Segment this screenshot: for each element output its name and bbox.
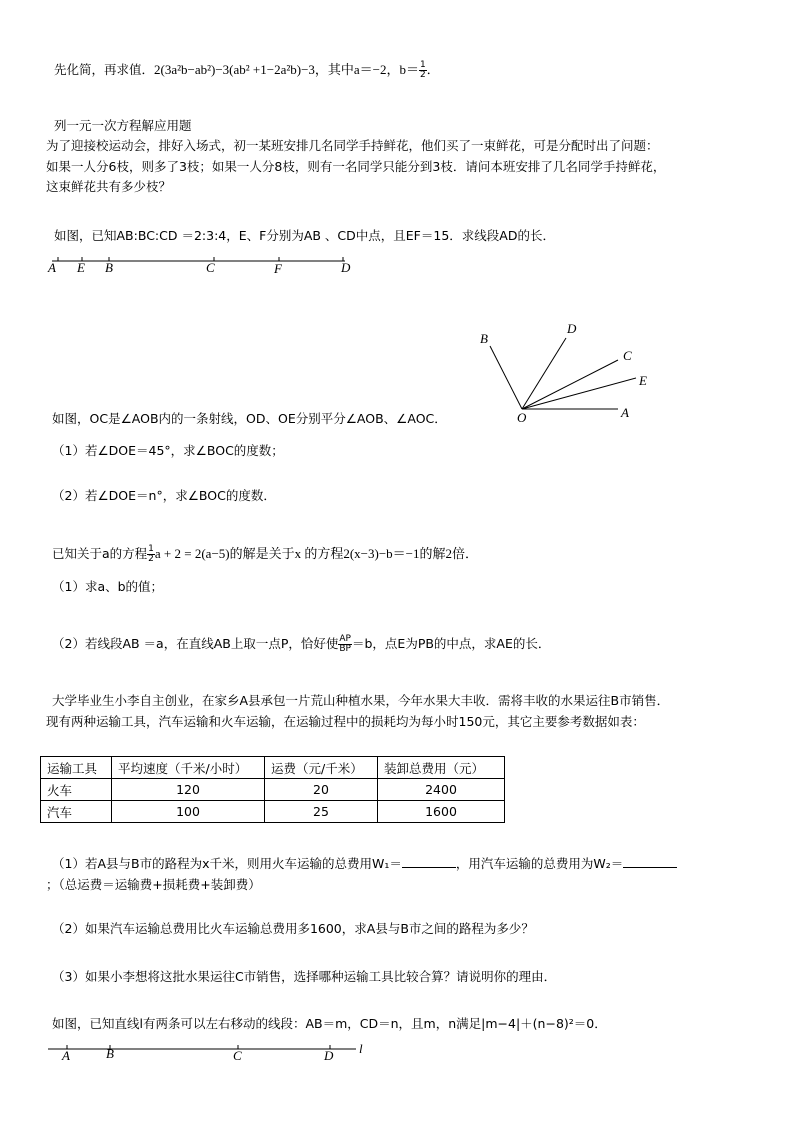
table-cell: 火车 xyxy=(41,779,112,801)
q1-expression: 2(3a²b−ab²)−3(ab² +1−2a²b)−3，其中a＝−2，b＝ xyxy=(154,62,420,77)
table-row xyxy=(41,779,505,801)
q4-label-e: E xyxy=(639,373,647,388)
table-cell: 25 xyxy=(265,801,378,823)
q4-label-a: A xyxy=(621,405,629,420)
q5-part1: （1）求a、b的值； xyxy=(52,579,164,594)
q4-ray-ob xyxy=(490,346,522,409)
q5-ratio: $\frac{AP}{BP}$ xyxy=(339,634,351,654)
header-cell: 装卸总费用（元） xyxy=(378,757,505,779)
q7-label-b: B xyxy=(106,1046,114,1061)
table-cell: 2400 xyxy=(378,779,505,801)
q6-part3: （3）如果小李想将这批水果运往C市销售，选择哪种运输工具比较合算？请说明你的理由． xyxy=(52,969,557,984)
q7-text: 如图，已知直线l有两条可以左右移动的线段：AB＝m，CD＝n，且m，n满足|m−4|＋(n−8)²＝0． xyxy=(52,1016,607,1031)
table-cell: 100 xyxy=(112,801,265,823)
table-cell: 20 xyxy=(265,779,378,801)
q3-label-a: A xyxy=(48,260,56,275)
table-cell: 汽车 xyxy=(41,801,112,823)
q4-text: 如图，OC是∠AOB内的一条射线，OD、OE分别平分∠AOB、∠AOC． xyxy=(52,411,447,426)
q2-line3: 这束鲜花共有多少枝？ xyxy=(46,179,172,194)
table-row xyxy=(41,801,505,823)
q6-line2: 现有两种运输工具，汽车运输和火车运输，在运输过程中的损耗均为每小时150元，其它主要参考数据如表： xyxy=(46,714,645,729)
q7-label-c: C xyxy=(233,1048,242,1063)
q6-line1: 大学毕业生小李自主创业，在家乡A县承包一片荒山种植水果，今年水果大丰收．需将丰收的水果运往B市销售． xyxy=(52,693,670,708)
q1-b-fraction: $\frac{1}{2}$ xyxy=(420,60,426,80)
q2-line2: 如果一人分6枝，则多了3枝；如果一人分8枝，则有一名同学只能分到3枝．请问本班安排了几名同学手持鲜花， xyxy=(46,159,666,174)
q5-fraction: $\frac{1}{2}$ xyxy=(148,544,154,564)
answer-blank-w2[interactable] xyxy=(623,855,677,868)
q2-line1: 为了迎接校运动会，排好入场式，初一某班安排几名同学手持鲜花，他们买了一束鲜花，可是分配时出了问题： xyxy=(46,138,659,153)
q3-text: 如图，已知AB:BC:CD ＝2:3:4，E、F分别为AB 、CD中点，且EF＝15．求线段AD的长． xyxy=(54,228,555,243)
q4-label-c: C xyxy=(623,348,632,363)
q4-label-b: B xyxy=(480,331,488,346)
q3-label-b: B xyxy=(105,260,113,275)
q7-label-l: l xyxy=(359,1041,363,1056)
q4-ray-oe xyxy=(522,378,636,409)
q3-label-d: D xyxy=(341,260,351,275)
q6-table xyxy=(40,756,505,823)
q6-part1: （1）若A县与B市的路程为x千米，则用火车运输的总费用W₁＝ ，用汽车运输的总费用为W₂＝ xyxy=(52,855,677,873)
q1-line: 先化简，再求值．2(3a²b−ab²)−3(ab² +1−2a²b)−3，其中a＝−2，b＝ $\frac{1}{2}$ ． xyxy=(54,60,440,80)
q3-label-f: F xyxy=(274,261,282,276)
q4-label-d: D xyxy=(567,321,577,336)
header-cell: 平均速度（千米/小时） xyxy=(112,757,265,779)
q4-part1: （1）若∠DOE＝45°，求∠BOC的度数； xyxy=(52,443,284,458)
q5-line: 已知关于a的方程 $\frac{1}{2}$ a + 2 = 2(a−5)的解是关于x 的方程2(x−3)−b＝−1的解2倍． xyxy=(52,544,479,564)
q3-label-e: E xyxy=(77,260,85,275)
header-cell: 运输工具 xyxy=(41,757,112,779)
answer-blank-w1[interactable] xyxy=(402,855,456,868)
q4-label-o: O xyxy=(517,410,527,425)
q2-title: 列一元一次方程解应用题 xyxy=(54,118,192,133)
q5-part2: （2）若线段AB ＝a，在直线AB上取一点P，恰好使 $\frac{AP}{BP}$ ＝b，点E为PB的中点，求AE的长． xyxy=(52,634,551,654)
q6-part1-note: ；（总运费＝运输费+损耗费+装卸费） xyxy=(46,877,261,892)
q4-ray-oc xyxy=(522,360,618,409)
q1-instruction: 先化简，再求值． xyxy=(54,62,155,77)
q4-part2: （2）若∠DOE＝n°，求∠BOC的度数． xyxy=(52,488,276,503)
header-cell: 运费（元/千米） xyxy=(265,757,378,779)
table-cell: 1600 xyxy=(378,801,505,823)
q7-label-d: D xyxy=(324,1048,334,1063)
q3-label-c: C xyxy=(206,260,215,275)
table-header-row xyxy=(41,757,505,779)
table-cell: 120 xyxy=(112,779,265,801)
q7-label-a: A xyxy=(62,1048,70,1063)
q6-part2: （2）如果汽车运输总费用比火车运输总费用多1600，求A县与B市之间的路程为多少？ xyxy=(52,921,534,936)
